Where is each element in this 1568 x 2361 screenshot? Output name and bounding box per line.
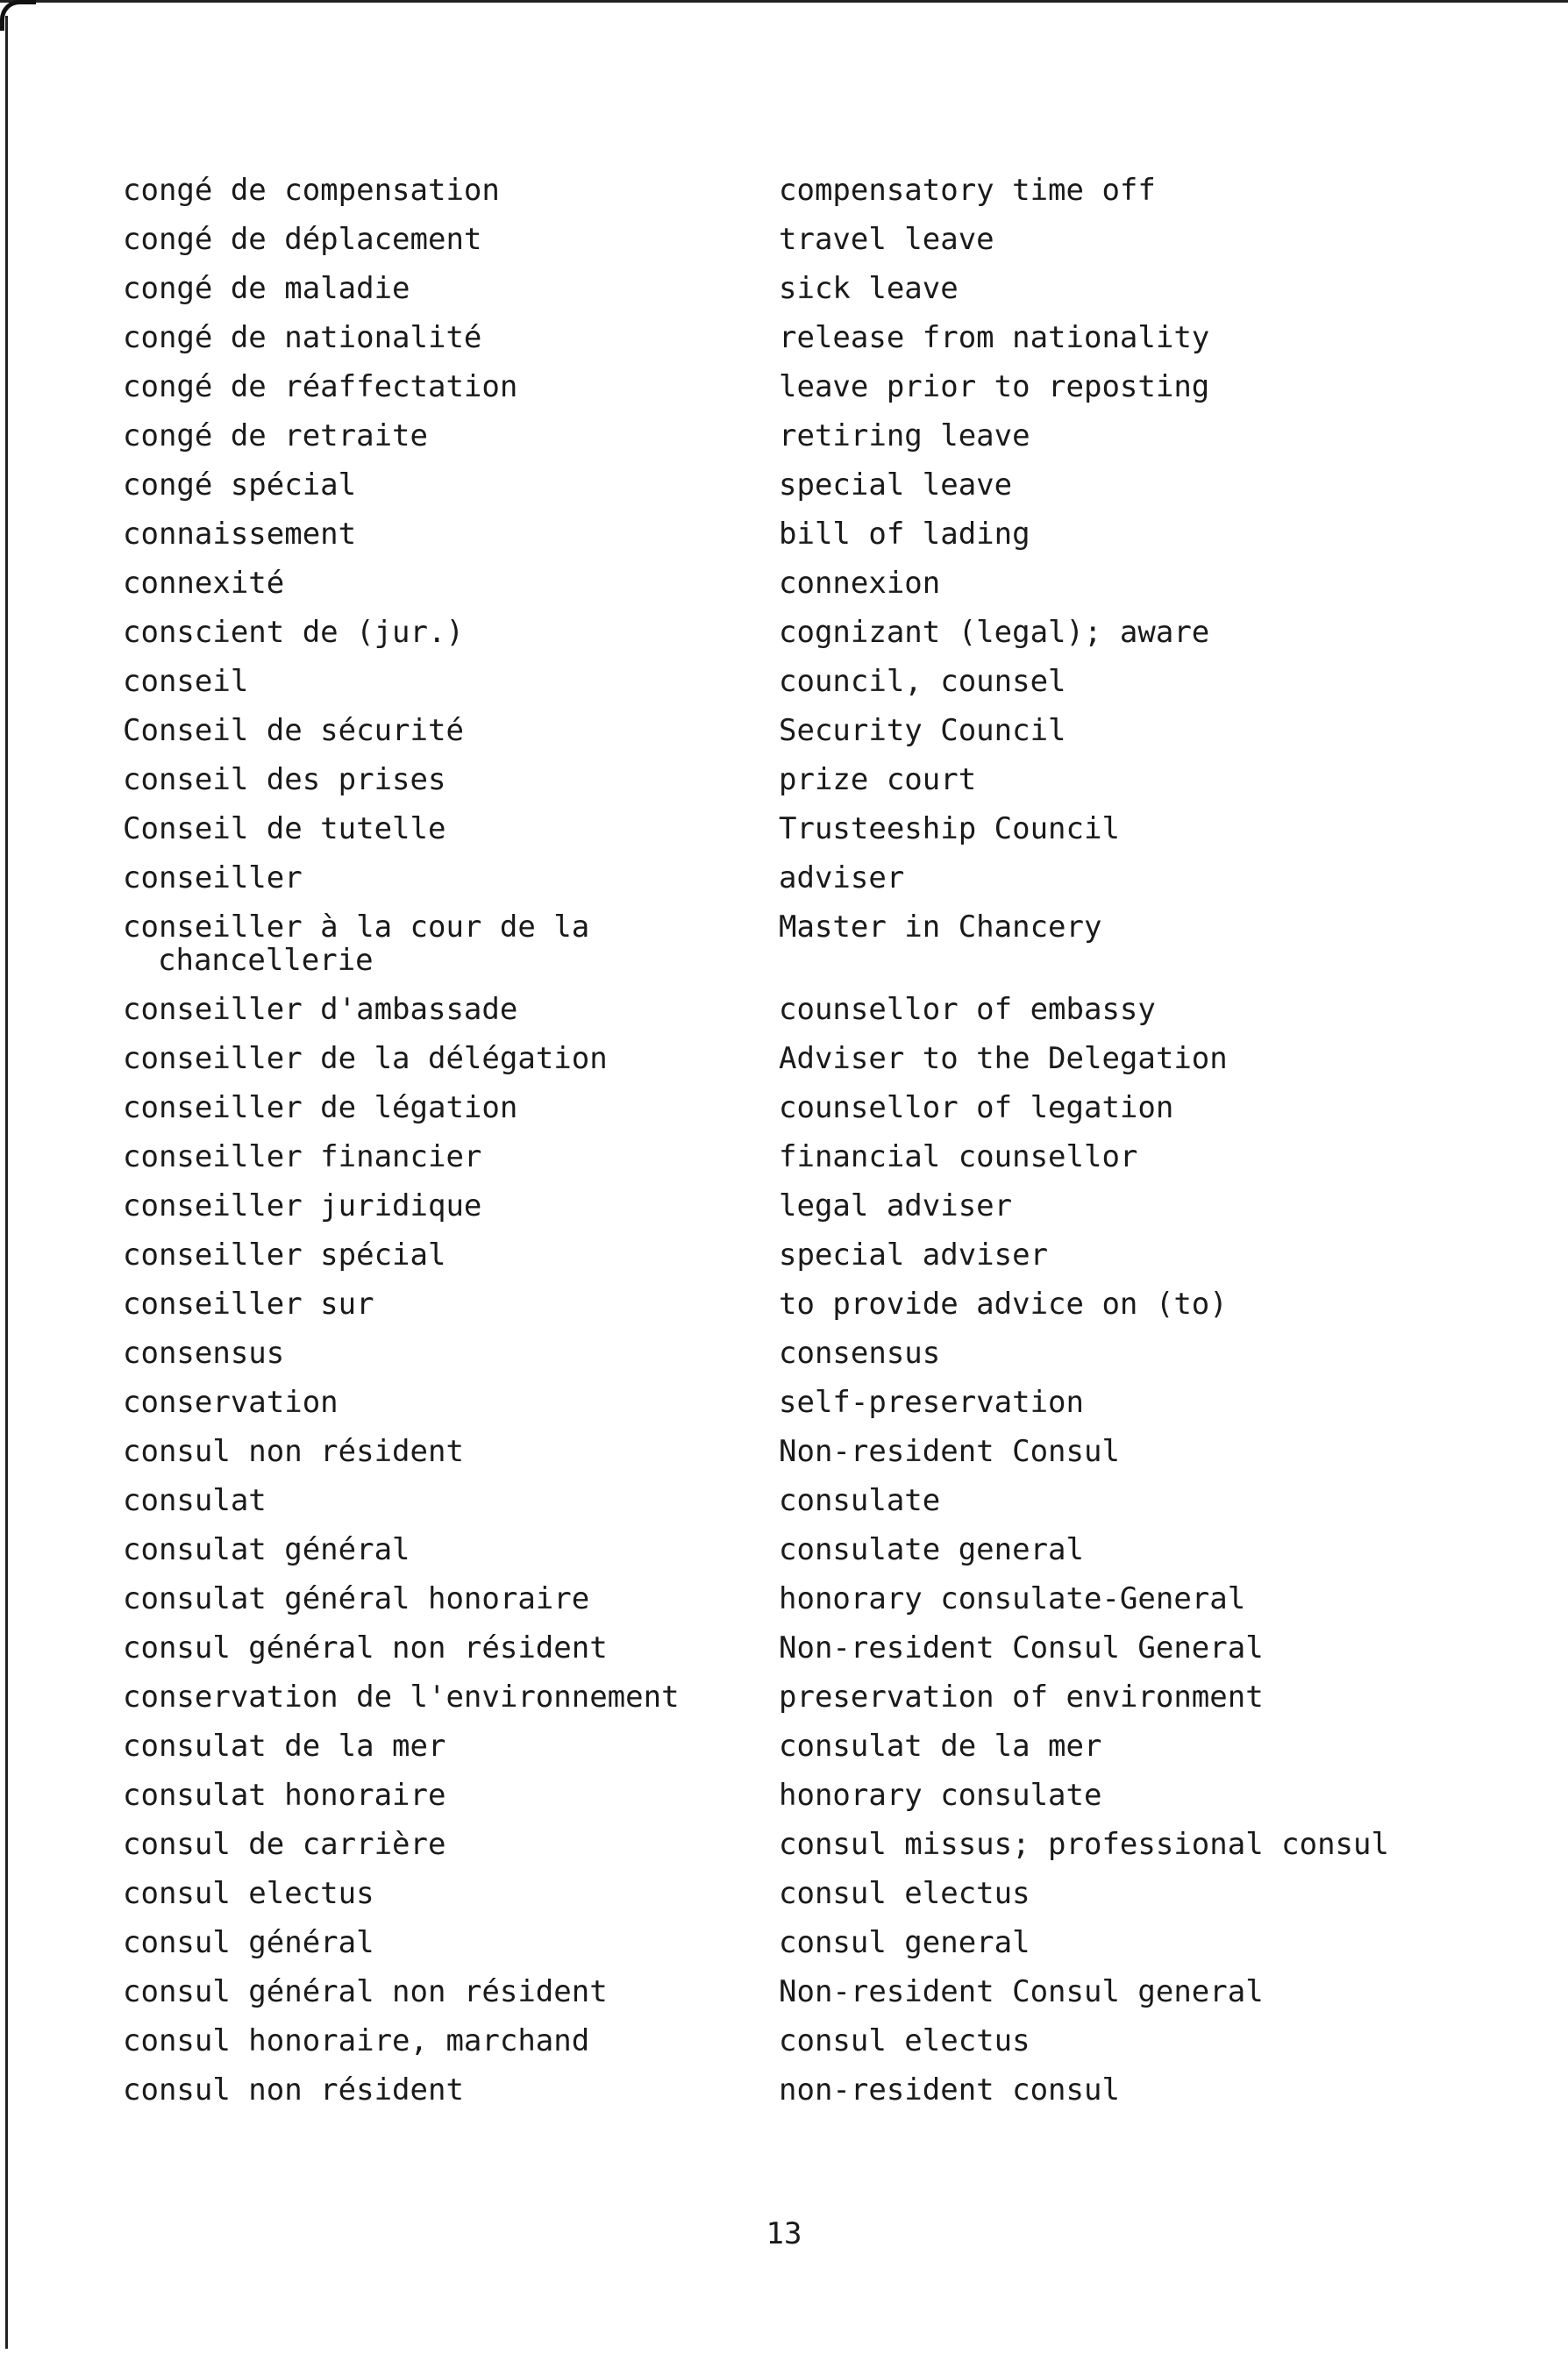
corner-fold-mark <box>0 0 36 31</box>
glossary-entry <box>123 1238 1386 1287</box>
french-term-text: conseiller à la cour de la <box>123 909 590 945</box>
french-term <box>123 2073 779 2107</box>
french-term <box>123 1680 779 1714</box>
french-term-text: congé spécial <box>123 467 357 503</box>
french-term-text: consul non résident <box>123 2072 464 2108</box>
glossary-entry <box>123 1091 1386 1140</box>
french-term-text: congé de nationalité <box>123 320 482 355</box>
english-term: counsellor of legation <box>779 1090 1174 1125</box>
glossary-entry <box>123 714 1386 763</box>
french-term-text: conservation de l'environnement <box>123 1680 680 1715</box>
french-term <box>123 272 779 305</box>
english-term: consul electus <box>779 1876 1030 1911</box>
french-term <box>123 1091 779 1124</box>
french-term-text: conseiller sur <box>123 1287 374 1322</box>
english-term: honorary consulate-General <box>779 1581 1246 1616</box>
glossary-entry <box>123 1926 1386 1975</box>
french-term-text: conseiller de légation <box>123 1090 518 1125</box>
glossary-entry <box>123 1779 1386 1828</box>
english-term: cognizant (legal); aware <box>779 615 1210 650</box>
french-term-text: consensus <box>123 1336 285 1371</box>
french-term-text: conseil des prises <box>123 762 446 797</box>
english-term: preservation of environment <box>779 1680 1264 1715</box>
french-term <box>123 174 779 207</box>
french-term-text: consulat honoraire <box>123 1778 446 1813</box>
english-term: consul missus; professional consul <box>779 1827 1389 1862</box>
french-term <box>123 419 779 453</box>
glossary-entry <box>123 1189 1386 1238</box>
glossary-entry <box>123 321 1386 370</box>
french-term <box>123 468 779 502</box>
glossary-entry <box>123 763 1386 812</box>
english-term: retiring leave <box>779 418 1030 453</box>
english-term: compensatory time off <box>779 173 1156 208</box>
english-term: special leave <box>779 467 1013 503</box>
french-term <box>123 2024 779 2058</box>
glossary-entry <box>123 1140 1386 1189</box>
french-term-text: connaissement <box>123 517 357 552</box>
french-term-text: consul non résident <box>123 1434 464 1469</box>
english-term: consulate <box>779 1483 941 1518</box>
english-term: Adviser to the Delegation <box>779 1041 1228 1076</box>
english-term: financial counsellor <box>779 1139 1138 1174</box>
french-term-text: consul général non résident <box>123 1974 608 2009</box>
french-term-text: consulat général honoraire <box>123 1581 590 1616</box>
french-term <box>123 517 779 551</box>
glossary-entry <box>123 2073 1386 2122</box>
french-term-text: consul général non résident <box>123 1630 608 1666</box>
french-term-text: consul electus <box>123 1876 374 1911</box>
glossary-entry <box>123 616 1386 665</box>
french-term-continuation: chancellerie <box>158 943 374 978</box>
french-term-text: conseiller spécial <box>123 1238 446 1273</box>
french-term <box>123 763 779 796</box>
english-term: consulat de la mer <box>779 1729 1102 1764</box>
english-term: honorary consulate <box>779 1778 1102 1813</box>
french-term-text: conseil <box>123 664 249 699</box>
french-term <box>123 1533 779 1566</box>
french-term-text: consulat général <box>123 1532 410 1567</box>
french-term <box>123 1828 779 1861</box>
french-term <box>123 812 779 845</box>
glossary-entry <box>123 1975 1386 2024</box>
english-term: sick leave <box>779 271 959 306</box>
glossary-entry <box>123 174 1386 223</box>
page-number: 13 <box>766 2216 802 2251</box>
english-term: prize court <box>779 762 977 797</box>
french-term <box>123 1582 779 1616</box>
glossary-entry <box>123 1337 1386 1386</box>
english-term: consulate general <box>779 1532 1084 1567</box>
french-term-text: consul général <box>123 1925 374 1960</box>
french-term <box>123 1042 779 1075</box>
glossary-entry <box>123 567 1386 616</box>
glossary-entry <box>123 2024 1386 2073</box>
glossary-entry <box>123 1287 1386 1337</box>
french-term <box>123 1631 779 1665</box>
english-term: Non-resident Consul <box>779 1434 1120 1469</box>
french-term-text: conseiller de la délégation <box>123 1041 608 1076</box>
glossary-entry <box>123 370 1386 419</box>
french-term-text: connexité <box>123 566 285 601</box>
french-term-text: congé de déplacement <box>123 222 482 257</box>
french-term <box>123 993 779 1026</box>
french-term-text: Conseil de sécurité <box>123 713 464 748</box>
french-term-text: conseiller financier <box>123 1139 482 1174</box>
english-term: consul general <box>779 1925 1030 1960</box>
french-term-text: consul honoraire, marchand <box>123 2023 590 2058</box>
french-term <box>123 910 779 977</box>
english-term: Master in Chancery <box>779 909 1102 945</box>
french-term <box>123 1287 779 1321</box>
english-term: consensus <box>779 1336 941 1371</box>
glossary-entry <box>123 223 1386 272</box>
french-term <box>123 1926 779 1959</box>
glossary-entry <box>123 1435 1386 1484</box>
glossary-table <box>123 173 1389 2122</box>
english-term: non-resident consul <box>779 2072 1120 2108</box>
english-term: Non-resident Consul General <box>779 1630 1264 1666</box>
glossary-entry <box>123 1877 1386 1926</box>
glossary-entry <box>123 1533 1386 1582</box>
glossary-entry <box>123 517 1386 567</box>
french-term-text: congé de retraite <box>123 418 428 453</box>
glossary-entry <box>123 993 1386 1042</box>
french-term <box>123 1877 779 1910</box>
french-term <box>123 370 779 403</box>
glossary-entry <box>123 468 1386 517</box>
glossary-entry <box>123 1827 1389 1877</box>
glossary-entry <box>123 1631 1386 1680</box>
page-left-edge <box>5 16 8 2349</box>
english-term: counsellor of embassy <box>779 992 1156 1027</box>
french-term-text: conseiller d'ambassade <box>123 992 518 1027</box>
french-term <box>123 665 779 698</box>
english-term: self-preservation <box>779 1385 1084 1420</box>
french-term-text: consul de carrière <box>123 1827 446 1862</box>
french-term-text: conseiller juridique <box>123 1188 482 1223</box>
french-term <box>123 1484 779 1517</box>
english-term: leave prior to reposting <box>779 369 1210 404</box>
french-term <box>123 616 779 649</box>
french-term-text: conservation <box>123 1385 339 1420</box>
french-term <box>123 1975 779 2008</box>
english-term: travel leave <box>779 222 994 257</box>
english-term: Trusteeship Council <box>779 811 1120 846</box>
french-term-text: congé de réaffectation <box>123 369 518 404</box>
glossary-entry <box>123 1582 1386 1631</box>
french-term-text: consulat de la mer <box>123 1729 446 1764</box>
french-term <box>123 1386 779 1419</box>
french-term <box>123 567 779 600</box>
french-term <box>123 1730 779 1763</box>
english-term: Non-resident Consul general <box>779 1974 1264 2009</box>
french-term-text: congé de maladie <box>123 271 410 306</box>
glossary-entry <box>123 665 1386 714</box>
glossary-entry <box>123 1042 1386 1091</box>
glossary-entry <box>123 812 1386 861</box>
french-term <box>123 1779 779 1812</box>
french-term-text: consulat <box>123 1483 267 1518</box>
french-term-text: conseiller <box>123 860 303 895</box>
english-term: connexion <box>779 566 941 601</box>
glossary-entry <box>123 1484 1386 1533</box>
french-term <box>123 1238 779 1272</box>
english-term: special adviser <box>779 1238 1049 1273</box>
english-term: release from nationality <box>779 320 1210 355</box>
english-term: Security Council <box>779 713 1066 748</box>
french-term <box>123 1435 779 1468</box>
french-term <box>123 1189 779 1223</box>
glossary-entry <box>123 419 1386 468</box>
french-term <box>123 1337 779 1370</box>
glossary-entry <box>123 1680 1386 1730</box>
english-term: council, counsel <box>779 664 1066 699</box>
glossary-entry <box>123 910 1386 993</box>
english-term: consul electus <box>779 2023 1030 2058</box>
french-term-text: Conseil de tutelle <box>123 811 446 846</box>
french-term <box>123 861 779 895</box>
french-term-text: conscient de (jur.) <box>123 615 464 650</box>
glossary-entry <box>123 1730 1386 1779</box>
glossary-entry <box>123 861 1386 910</box>
glossary-entry <box>123 1386 1386 1435</box>
page-top-edge <box>0 0 1568 8</box>
glossary-entry <box>123 272 1386 321</box>
french-term <box>123 714 779 747</box>
french-term <box>123 1140 779 1173</box>
english-term: legal adviser <box>779 1188 1013 1223</box>
english-term: bill of lading <box>779 517 1030 552</box>
french-term-text: congé de compensation <box>123 173 500 208</box>
french-term <box>123 223 779 256</box>
english-term: adviser <box>779 860 905 895</box>
english-term: to provide advice on (to) <box>779 1287 1228 1322</box>
french-term <box>123 321 779 354</box>
